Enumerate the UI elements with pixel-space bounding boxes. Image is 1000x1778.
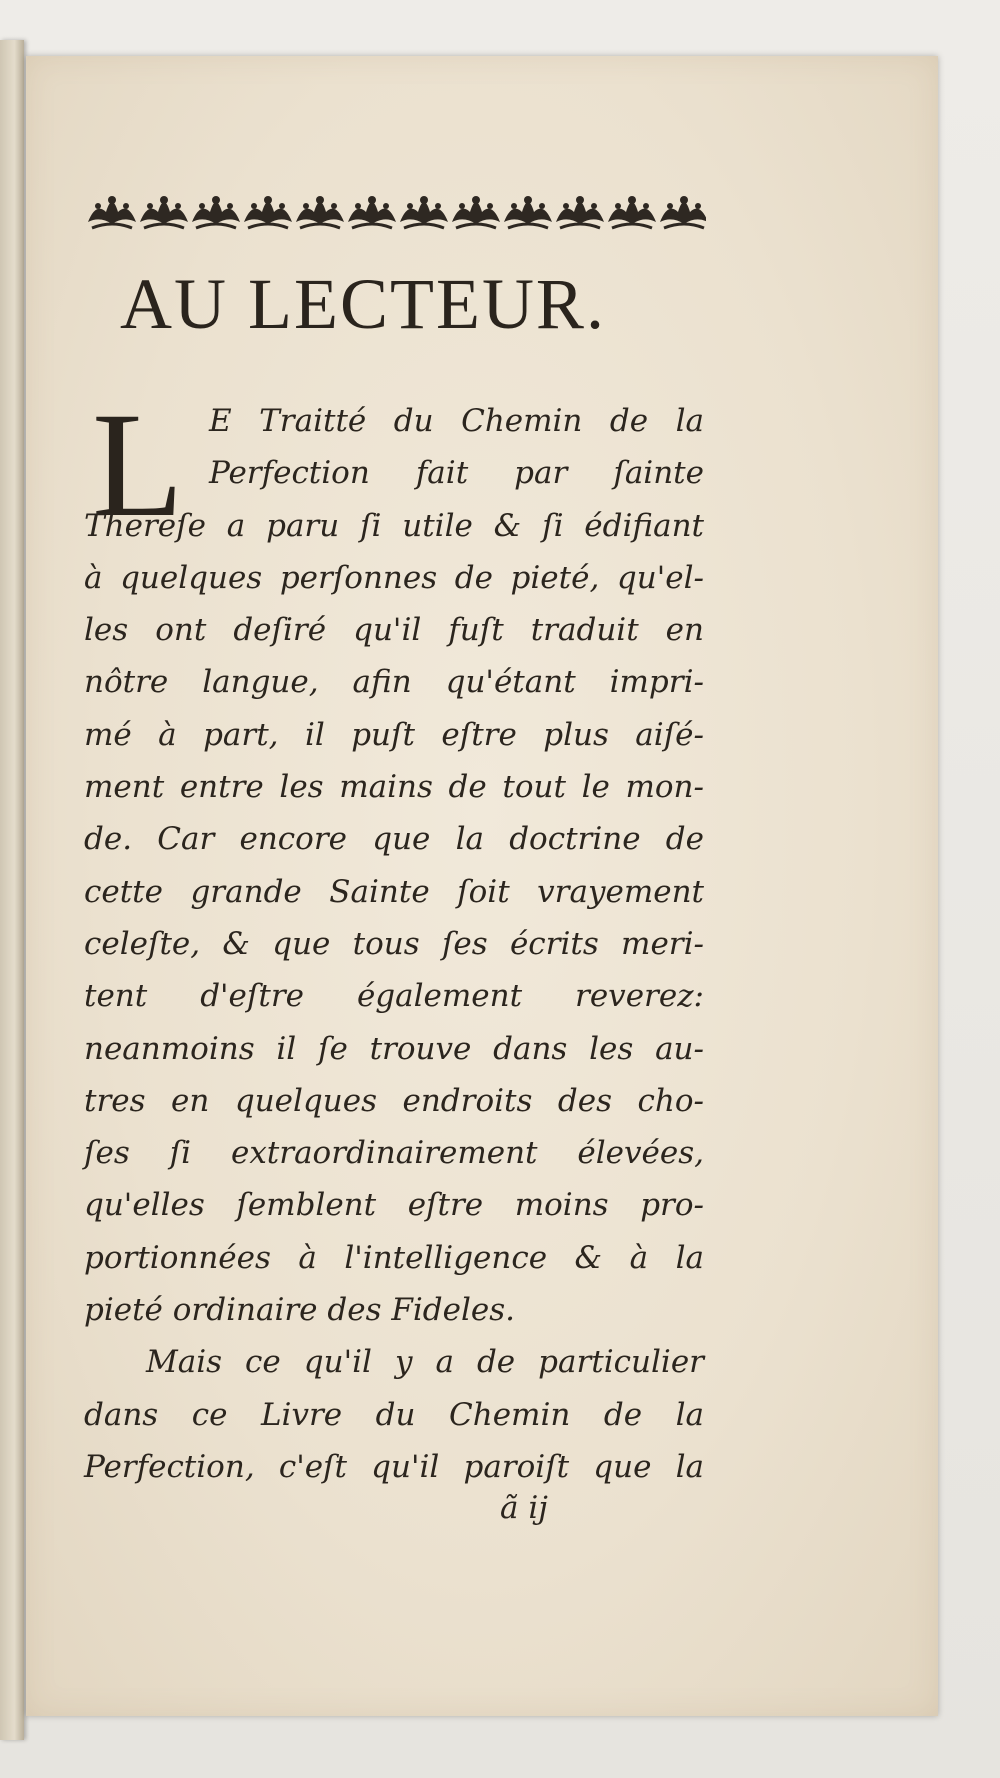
text-line: Thereſe a paru ſi utile & ſi édifiant	[84, 507, 704, 544]
text-line: à quelques perſonnes de pieté, qu'el-	[84, 559, 704, 596]
text-line: qu'elles ſemblent eſtre moins pro-	[84, 1187, 704, 1224]
text-line: pieté ordinaire des Fideles.	[84, 1292, 515, 1329]
text-line: ſes ſi extraordinairement élevées,	[84, 1135, 704, 1172]
drop-cap: L	[92, 382, 184, 548]
fleuron-band-icon	[86, 182, 706, 234]
text-line: Perfection, c'eſt qu'il paroiſt que la	[84, 1448, 704, 1485]
text-line: Perfection fait par ſainte	[209, 455, 704, 492]
body-text	[84, 395, 704, 1493]
text-line: les ont deſiré qu'il fuſt traduit en	[84, 612, 704, 649]
text-line: E Traitté du Chemin de la	[209, 403, 704, 439]
text-line: cette grande Sainte ſoit vrayement	[84, 873, 704, 910]
signature-mark: ã ij	[500, 1490, 548, 1526]
text-line: celeſte, & que tous ſes écrits meri-	[84, 925, 704, 962]
text-line: tres en quelques endroits des cho-	[84, 1082, 704, 1119]
text-line: mé à part, il puſt eſtre plus aiſé-	[84, 716, 704, 753]
text-line: Mais ce qu'il y a de particulier	[146, 1344, 704, 1381]
page-heading: AU LECTEUR.	[120, 264, 606, 344]
text-line: de. Car encore que la doctrine de	[84, 821, 704, 858]
text-line: neanmoins il ſe trouve dans les au-	[84, 1030, 704, 1067]
text-line: ment entre les mains de tout le mon-	[84, 769, 704, 806]
left-page-edge	[0, 40, 24, 1740]
text-line: nôtre langue, afin qu'étant impri-	[84, 664, 704, 701]
text-line: portionnées à l'intelligence & à la	[84, 1239, 704, 1276]
text-line: dans ce Livre du Chemin de la	[84, 1396, 704, 1433]
text-line: tent d'eſtre également reverez:	[84, 978, 704, 1015]
